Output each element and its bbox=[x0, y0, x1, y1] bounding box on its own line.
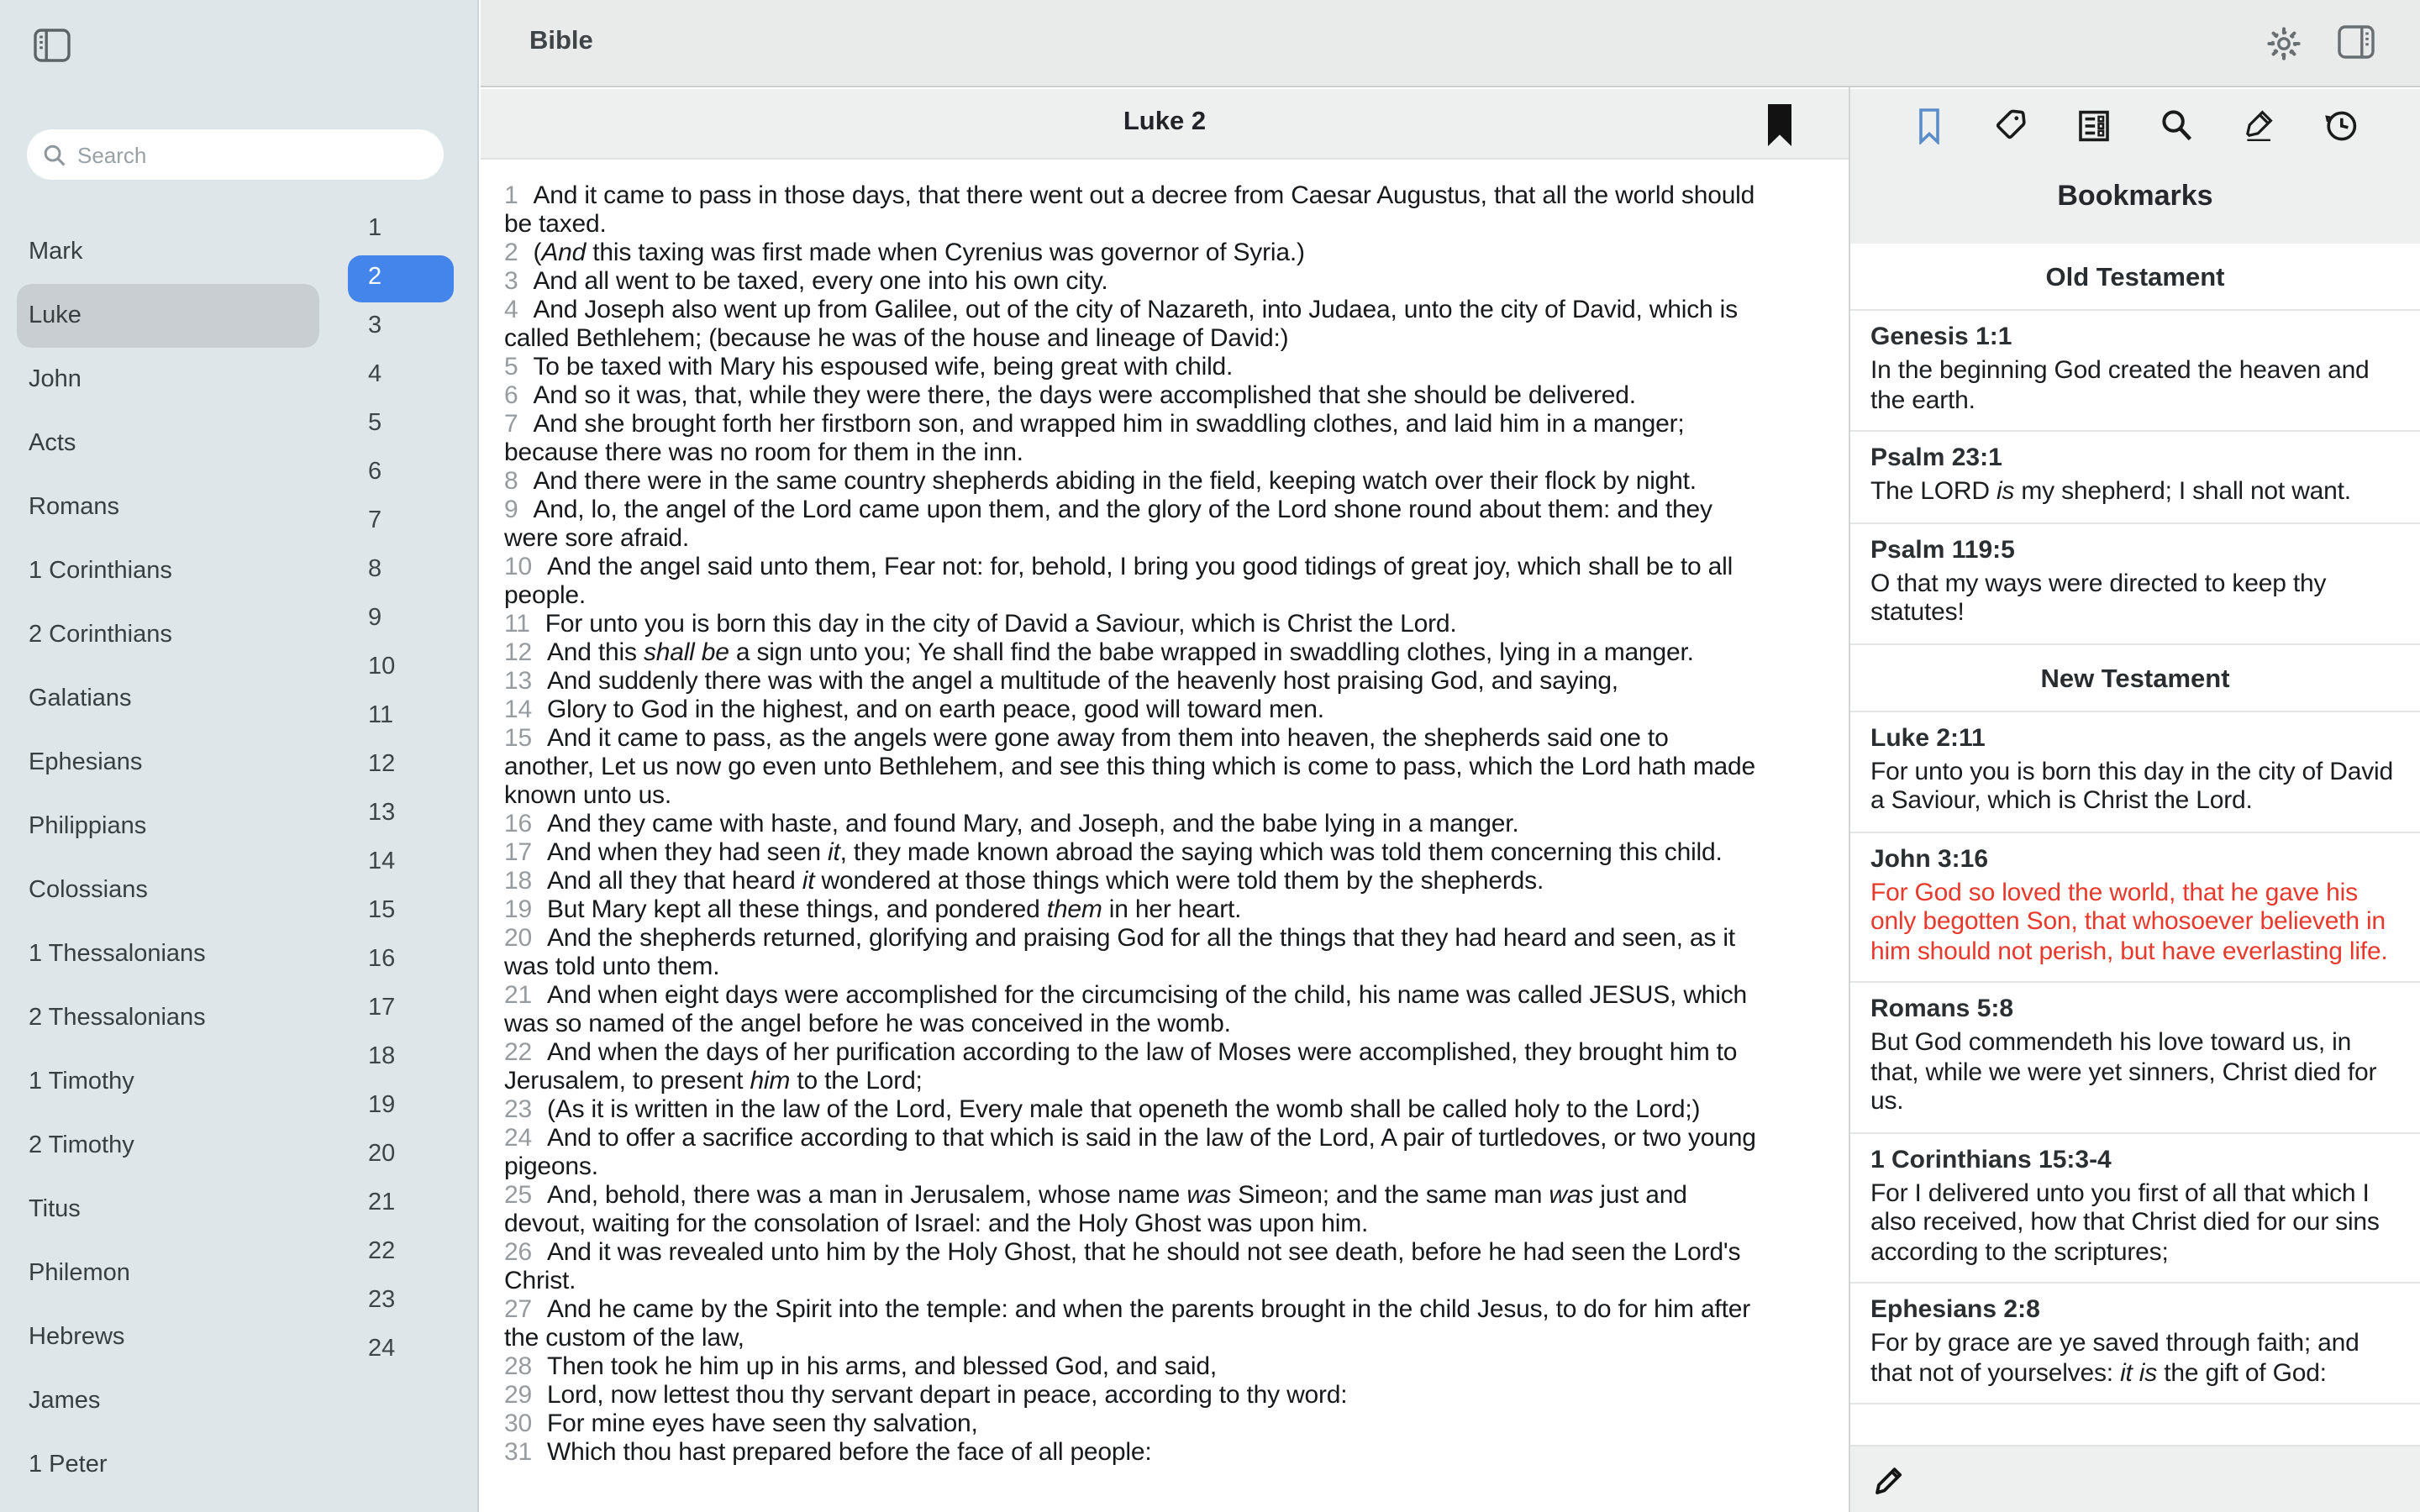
sidebar-chapter-20[interactable]: 20 bbox=[368, 1141, 396, 1168]
verse-22[interactable]: 22 And when the days of her purification according to the law of Moses were accomplished, they brought him to Jerusalem, to present him to the Lord; bbox=[504, 1038, 1738, 1095]
study-tool-row bbox=[1850, 108, 2420, 144]
sidebar-chapter-6[interactable]: 6 bbox=[368, 459, 382, 486]
verse-19[interactable]: 19 But Mary kept all these things, and pondered them in her heart. bbox=[504, 895, 1242, 924]
search-large-icon bbox=[2158, 108, 2195, 144]
verse-number: 3 bbox=[504, 267, 518, 296]
verse-number: 26 bbox=[504, 1238, 532, 1267]
verse-26[interactable]: 26 And it was revealed unto him by the Holy Ghost, that he should not see death, before he had seen the Lord's Christ. bbox=[504, 1238, 1741, 1295]
verse-2[interactable]: 2 (And this taxing was first made when Cyrenius was governor of Syria.) bbox=[504, 239, 1305, 267]
sidebar-book-mark[interactable]: Mark bbox=[29, 239, 83, 265]
study-panel-header bbox=[1850, 89, 2420, 244]
verse-number: 7 bbox=[504, 410, 518, 438]
verse-12[interactable]: 12 And this shall be a sign unto you; Ye shall find the babe wrapped in swaddling clothes, lying in a manger. bbox=[504, 638, 1694, 667]
verse-30[interactable]: 30 For mine eyes have seen thy salvation, bbox=[504, 1410, 978, 1438]
tab-bookmarks[interactable] bbox=[1911, 108, 1948, 144]
verse-number: 21 bbox=[504, 981, 532, 1010]
verse-number: 11 bbox=[504, 610, 530, 638]
verse-number: 20 bbox=[504, 924, 532, 953]
search-icon bbox=[44, 144, 66, 165]
sidebar-book-1-thessalonians[interactable]: 1 Thessalonians bbox=[29, 941, 206, 968]
sidebar-book-philemon[interactable]: Philemon bbox=[29, 1260, 130, 1287]
divider bbox=[1850, 643, 2420, 644]
sidebar-chapter-11[interactable]: 11 bbox=[368, 702, 394, 729]
sidebar-chapter-17[interactable]: 17 bbox=[368, 995, 396, 1021]
sidebar-chapter-1[interactable]: 1 bbox=[368, 215, 382, 242]
bookmark-text: For God so loved the world, that he gave his only begotten Son, that whosoever believeth in him should not perish, but have everlasting life. bbox=[1870, 878, 2388, 965]
bookmark-item-genesis-1-1[interactable] bbox=[1870, 311, 2400, 430]
history-clock-icon bbox=[2323, 108, 2360, 144]
sidebar-chapter-8[interactable]: 8 bbox=[368, 556, 382, 583]
verse-13[interactable]: 13 And suddenly there was with the angel a multitude of the heavenly host praising God, and saying, bbox=[504, 667, 1618, 696]
verse-number: 5 bbox=[504, 353, 518, 381]
verse-number: 27 bbox=[504, 1295, 532, 1324]
bookmark-text: The LORD is my shepherd; I shall not want. bbox=[1870, 477, 2351, 506]
bookmark-list bbox=[1850, 244, 2420, 1445]
sidebar-book-hebrews[interactable]: Hebrews bbox=[29, 1324, 125, 1351]
verse-28[interactable]: 28 Then took he him up in his arms, and blessed God, and said, bbox=[504, 1352, 1217, 1381]
verse-number: 28 bbox=[504, 1352, 532, 1381]
verse-number: 31 bbox=[504, 1438, 532, 1467]
sidebar-book-romans[interactable]: Romans bbox=[29, 494, 119, 521]
verse-number: 10 bbox=[504, 553, 532, 581]
verse-24[interactable]: 24 And to offer a sacrifice according to that which is said in the law of the Lord, A pair of turtledoves, or two young pigeons. bbox=[504, 1124, 1756, 1181]
app-title: Bible bbox=[529, 27, 593, 55]
chapter-header-bar bbox=[481, 89, 1849, 160]
verse-6[interactable]: 6 And so it was, that, while they were there, the days were accomplished that she should be delivered. bbox=[504, 381, 1636, 410]
bookmark-item-psalm-119-5[interactable] bbox=[1870, 523, 2400, 643]
verse-29[interactable]: 29 Lord, now lettest thou thy servant depart in peace, according to thy word: bbox=[504, 1381, 1348, 1410]
toggle-left-sidebar-button[interactable] bbox=[34, 29, 71, 62]
sidebar-book-1-peter[interactable]: 1 Peter bbox=[29, 1452, 108, 1478]
sidebar-chapter-2[interactable]: 2 bbox=[348, 255, 454, 302]
bookmark-ref: Romans 5:8 bbox=[1870, 995, 2014, 1023]
navigation-sidebar bbox=[0, 0, 479, 1512]
sidebar-book-john[interactable]: John bbox=[29, 366, 82, 393]
bookmark-item-psalm-23-1[interactable] bbox=[1870, 432, 2400, 522]
verse-number: 25 bbox=[504, 1181, 532, 1210]
gear-icon bbox=[2265, 25, 2302, 62]
tab-tags[interactable] bbox=[1993, 108, 2030, 144]
tab-history[interactable] bbox=[2323, 108, 2360, 144]
section-title-old-testament: Old Testament bbox=[2045, 264, 2225, 292]
sidebar-chapter-21[interactable]: 21 bbox=[368, 1189, 396, 1216]
verse-number: 12 bbox=[504, 638, 532, 667]
bookmark-text: But God commendeth his love toward us, in that, while we were yet sinners, Christ died for us. bbox=[1870, 1028, 2377, 1116]
sidebar-book-galatians[interactable]: Galatians bbox=[29, 685, 132, 712]
divider bbox=[1850, 1403, 2420, 1404]
verse-7[interactable]: 7 And she brought forth her firstborn son, and wrapped him in swaddling clothes, and laid him in a manger; because there was no room for them in the inn. bbox=[504, 410, 1685, 467]
sidebar-book-2-thessalonians[interactable]: 2 Thessalonians bbox=[29, 1005, 206, 1032]
sidebar-chapter-12[interactable]: 12 bbox=[368, 751, 396, 778]
search-field[interactable] bbox=[27, 129, 444, 180]
verse-18[interactable]: 18 And all they that heard it wondered at those things which were told them by the shepherds. bbox=[504, 867, 1544, 895]
verse-number: 6 bbox=[504, 381, 518, 410]
notes-list-icon bbox=[2075, 108, 2112, 144]
sidebar-chapter-19[interactable]: 19 bbox=[368, 1092, 396, 1119]
sidebar-book-philippians[interactable]: Philippians bbox=[29, 813, 147, 840]
right-panel-icon bbox=[2338, 25, 2375, 59]
verse-9[interactable]: 9 And, lo, the angel of the Lord came upon them, and the glory of the Lord shone round about them: and they were sore afraid. bbox=[504, 496, 1712, 553]
bookmark-text: For unto you is born this day in the city of David a Saviour, which is Christ the Lord. bbox=[1870, 757, 2393, 815]
verse-number: 13 bbox=[504, 667, 532, 696]
sidebar-chapter-15[interactable]: 15 bbox=[368, 897, 396, 924]
tab-highlights[interactable] bbox=[2240, 108, 2277, 144]
sidebar-chapter-13[interactable]: 13 bbox=[368, 800, 396, 827]
bookmark-ref: Genesis 1:1 bbox=[1870, 323, 2012, 351]
verse-number: 16 bbox=[504, 810, 532, 838]
verse-number: 4 bbox=[504, 296, 518, 324]
sidebar-chapter-4[interactable]: 4 bbox=[368, 361, 382, 388]
verse-3[interactable]: 3 And all went to be taxed, every one into his own city. bbox=[504, 267, 1108, 296]
verse-number: 2 bbox=[504, 239, 518, 267]
bookmark-text: For I delivered unto you first of all that which I also received, how that Christ died for our sins according to the scriptures; bbox=[1870, 1179, 2380, 1266]
verse-number: 30 bbox=[504, 1410, 532, 1438]
verse-25[interactable]: 25 And, behold, there was a man in Jerusalem, whose name was Simeon; and the same man was just and devout, waiting for the consolation of Israel: and the Holy Ghost was upon him. bbox=[504, 1181, 1687, 1238]
bookmark-text: O that my ways were directed to keep thy statutes! bbox=[1870, 569, 2327, 627]
verse-list bbox=[504, 161, 1758, 1512]
sidebar-chapter-7[interactable]: 7 bbox=[368, 507, 382, 534]
search-input[interactable] bbox=[77, 142, 427, 167]
verse-number: 23 bbox=[504, 1095, 532, 1124]
bookmark-item-1-corinthians-15-3-4[interactable] bbox=[1870, 1133, 2400, 1282]
sidebar-chapter-14[interactable]: 14 bbox=[368, 848, 396, 875]
sidebar-book-1-corinthians[interactable]: 1 Corinthians bbox=[29, 558, 172, 585]
left-panel-icon bbox=[34, 29, 71, 62]
verse-15[interactable]: 15 And it came to pass, as the angels were gone away from them into heaven, the shepherds said one to another, Let us now go even unto Bethlehem, and see this thing which is come to pass, which the Lord hath made known unto us. bbox=[504, 724, 1755, 810]
highlighter-icon bbox=[2240, 108, 2277, 144]
verse-number: 22 bbox=[504, 1038, 532, 1067]
study-panel-footer bbox=[1850, 1445, 2420, 1512]
sidebar-chapter-16[interactable]: 16 bbox=[368, 946, 396, 973]
sidebar-chapter-9[interactable]: 9 bbox=[368, 605, 382, 632]
sidebar-chapter-22[interactable]: 22 bbox=[368, 1238, 396, 1265]
bookmark-text: In the beginning God created the heaven and the earth. bbox=[1870, 356, 2370, 414]
verse-4[interactable]: 4 And Joseph also went up from Galilee, out of the city of Nazareth, into Judaea, unto the city of David, which is called Bethlehem; (because he was of the house and lineage of David:) bbox=[504, 296, 1738, 353]
sidebar-chapter-3[interactable]: 3 bbox=[368, 312, 382, 339]
bookmark-filled-icon bbox=[1768, 104, 1791, 146]
sidebar-book-ephesians[interactable]: Ephesians bbox=[29, 749, 143, 776]
sidebar-book-2-corinthians[interactable]: 2 Corinthians bbox=[29, 622, 172, 648]
verse-1[interactable]: 1 And it came to pass in those days, that there went out a decree from Caesar Augustus, that all the world should be taxed. bbox=[504, 181, 1755, 239]
sidebar-chapter-18[interactable]: 18 bbox=[368, 1043, 396, 1070]
verse-number: 14 bbox=[504, 696, 532, 724]
verse-20[interactable]: 20 And the shepherds returned, glorifying and praising God for all the things that they had heard and seen, as it was told unto them. bbox=[504, 924, 1735, 981]
sidebar-chapter-10[interactable]: 10 bbox=[368, 654, 396, 680]
bookmark-item-ephesians-2-8[interactable] bbox=[1870, 1284, 2400, 1403]
bookmark-ref: Luke 2:11 bbox=[1870, 723, 1986, 752]
panel-title: Bookmarks bbox=[2057, 180, 2213, 212]
verse-23[interactable]: 23 (As it is written in the law of the Lord, Every male that openeth the womb shall be called holy to the Lord;) bbox=[504, 1095, 1701, 1124]
verse-number: 29 bbox=[504, 1381, 532, 1410]
edit-bookmarks-button[interactable] bbox=[1869, 1458, 1909, 1499]
chapter-bookmark-button[interactable] bbox=[1768, 104, 1791, 146]
verse-27[interactable]: 27 And he came by the Spirit into the temple: and when the parents brought in the child Jesus, to do for him after the custom of the law, bbox=[504, 1295, 1750, 1352]
verse-number: 1 bbox=[504, 181, 518, 210]
sidebar-book-1-timothy[interactable]: 1 Timothy bbox=[29, 1068, 134, 1095]
settings-button[interactable] bbox=[2265, 25, 2302, 62]
verse-16[interactable]: 16 And they came with haste, and found Mary, and Joseph, and the babe lying in a manger. bbox=[504, 810, 1519, 838]
bookmark-item-romans-5-8[interactable] bbox=[1870, 983, 2400, 1131]
verse-21[interactable]: 21 And when eight days were accomplished for the circumcising of the child, his name was called JESUS, which was so named of the angel before he was conceived in the womb. bbox=[504, 981, 1748, 1038]
verse-31[interactable]: 31 Which thou hast prepared before the face of all people: bbox=[504, 1438, 1152, 1467]
verse-number: 9 bbox=[504, 496, 518, 524]
bookmark-item-john-3-16[interactable] bbox=[1870, 832, 2400, 981]
sidebar-book-colossians[interactable]: Colossians bbox=[29, 877, 148, 904]
sidebar-book-acts[interactable]: Acts bbox=[29, 430, 76, 457]
verse-5[interactable]: 5 To be taxed with Mary his espoused wife, being great with child. bbox=[504, 353, 1234, 381]
verse-number: 17 bbox=[504, 838, 532, 867]
verse-number: 19 bbox=[504, 895, 532, 924]
verse-11[interactable]: 11 For unto you is born this day in the city of David a Saviour, which is Christ the Lord. bbox=[504, 610, 1457, 638]
verse-10[interactable]: 10 And the angel said unto them, Fear not: for, behold, I bring you good tidings of great joy, which shall be to all people. bbox=[504, 553, 1733, 610]
bookmark-ref: Ephesians 2:8 bbox=[1870, 1295, 2040, 1324]
pencil-icon bbox=[1869, 1458, 1909, 1499]
bookmark-item-luke-2-11[interactable] bbox=[1870, 711, 2400, 831]
verse-14[interactable]: 14 Glory to God in the highest, and on earth peace, good will toward men. bbox=[504, 696, 1324, 724]
verse-8[interactable]: 8 And there were in the same country shepherds abiding in the field, keeping watch over their flock by night. bbox=[504, 467, 1697, 496]
title-bar bbox=[481, 0, 2420, 87]
bookmark-ref: Psalm 23:1 bbox=[1870, 444, 2002, 472]
bookmark-outline-icon bbox=[1911, 108, 1948, 144]
verse-number: 24 bbox=[504, 1124, 532, 1152]
tag-icon bbox=[1993, 108, 2030, 144]
sidebar-chapter-23[interactable]: 23 bbox=[368, 1287, 396, 1314]
bookmark-ref: John 3:16 bbox=[1870, 844, 1989, 873]
chapter-list bbox=[348, 205, 454, 1376]
sidebar-chapter-24[interactable]: 24 bbox=[368, 1336, 396, 1362]
verse-number: 15 bbox=[504, 724, 532, 753]
bookmark-text: For by grace are ye saved through faith; and that not of yourselves: it is the gift of God: bbox=[1870, 1329, 2360, 1387]
sidebar-book-titus[interactable]: Titus bbox=[29, 1196, 81, 1223]
chapter-title: Luke 2 bbox=[1123, 108, 1207, 136]
bookmark-ref: 1 Corinthians 15:3-4 bbox=[1870, 1145, 2112, 1173]
section-title-new-testament: New Testament bbox=[2040, 664, 2230, 693]
tab-search[interactable] bbox=[2158, 108, 2195, 144]
verse-number: 8 bbox=[504, 467, 518, 496]
verse-17[interactable]: 17 And when they had seen it, they made known abroad the saying which was told them concerning this child. bbox=[504, 838, 1723, 867]
sidebar-book-james[interactable]: James bbox=[29, 1388, 101, 1415]
sidebar-chapter-5[interactable]: 5 bbox=[368, 410, 382, 437]
verse-number: 18 bbox=[504, 867, 532, 895]
tab-notes[interactable] bbox=[2075, 108, 2112, 144]
sidebar-book-luke[interactable]: Luke bbox=[17, 284, 319, 348]
toggle-right-sidebar-button[interactable] bbox=[2338, 25, 2375, 62]
bookmark-ref: Psalm 119:5 bbox=[1870, 535, 2015, 564]
sidebar-book-2-timothy[interactable]: 2 Timothy bbox=[29, 1132, 134, 1159]
